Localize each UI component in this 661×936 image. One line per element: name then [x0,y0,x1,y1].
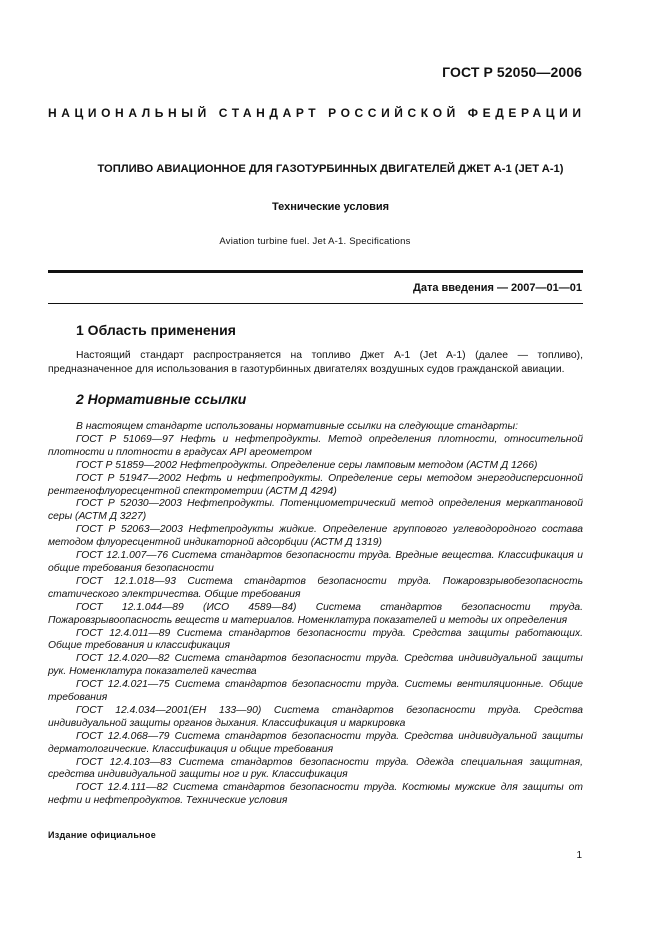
reference-item: ГОСТ 12.4.068—79 Система стандартов безопасности труда. Средства индивидуальной защиты дерматологические. Классификация и общие требования [48,730,583,755]
english-title: Aviation turbine fuel. Jet A-1. Specifications [219,236,411,247]
thin-divider [48,303,583,304]
normative-references [48,421,583,808]
references-intro: В настоящем стандарте использованы нормативные ссылки на следующие стандарты: [76,421,518,432]
reference-item: ГОСТ 12.4.034—2001(ЕН 133—90) Система стандартов безопасности труда. Средства индивидуальной защиты органов дыхания. Классификация и маркировка [48,704,583,729]
reference-item: ГОСТ 12.4.011—89 Система стандартов безопасности труда. Средства защиты работающих. Общие требования и классификация [48,627,583,652]
reference-item: ГОСТ Р 51859—2002 Нефтепродукты. Определение серы ламповым методом (АСТМ Д 1266) [76,459,538,471]
section-1-heading: 1 Область применения [76,322,236,338]
document-subtitle: Технические условия [271,201,390,213]
reference-item: ГОСТ 12.4.021—75 Система стандартов безопасности труда. Системы вентиляционные. Общие требования [48,679,583,704]
section-2-heading: 2 Нормативные ссылки [76,391,247,407]
official-edition-note: Издание официальное [48,830,157,840]
section-1-text: Настоящий стандарт распространяется на топливо Джет А-1 (Jet A-1) (далее — топливо), предназначенное для использования в газотурбинных двигателях воздушных судов гражданской авиации. [48,350,583,375]
reference-item: ГОСТ 12.4.103—83 Система стандартов безопасности труда. Одежда специальная защитная, средства индивидуальной защиты ног и рук. Классификация [48,756,583,781]
reference-item: ГОСТ Р 51947—2002 Нефть и нефтепродукты. Определение серы методом энергодисперсионной рентгенофлуоресцентной спектрометрии (АСТМ Д 4294) [48,472,583,497]
document-title: ТОПЛИВО АВИАЦИОННОЕ ДЛЯ ГАЗОТУРБИННЫХ ДВИГАТЕЛЕЙ ДЖЕТ А-1 (JET A-1) [97,163,564,175]
reference-item: ГОСТ 12.1.018—93 Система стандартов безопасности труда. Пожаровзрывобезопасность статического электричества. Общие требования [48,575,583,600]
page-number: 1 [576,850,582,861]
reference-item: ГОСТ 12.4.020—82 Система стандартов безопасности труда. Средства индивидуальной защиты рук. Номенклатура показателей качества [48,653,583,678]
reference-item: ГОСТ Р 52030—2003 Нефтепродукты. Потенциометрический метод определения меркаптановой серы (АСТМ Д 3227) [48,498,583,523]
document-code: ГОСТ Р 52050—2006 [442,64,582,80]
reference-item: ГОСТ 12.1.044—89 (ИСО 4589—84) Система стандартов безопасности труда. Пожаровзрывоопасность веществ и материалов. Номенклатура показателей и методы их определения [48,601,583,626]
thick-divider [48,270,583,273]
reference-item: ГОСТ Р 51069—97 Нефть и нефтепродукты. Метод определения плотности, относительной плотности и плотности в градусах API ареометром [48,433,583,458]
reference-item: ГОСТ 12.1.007—76 Система стандартов безопасности труда. Вредные вещества. Классификация и общие требования безопасности [48,550,583,574]
reference-item: ГОСТ Р 52063—2003 Нефтепродукты жидкие. Определение группового углеводородного состава методом флуоресцентной индикаторной адсорбции (АСТМ Д 1319) [48,524,583,549]
introduction-date: Дата введения — 2007—01—01 [413,282,582,294]
national-standard-banner: НАЦИОНАЛЬНЫЙ СТАНДАРТ РОССИЙСКОЙ ФЕДЕРАЦИИ [48,106,586,120]
reference-item: ГОСТ 12.4.111—82 Система стандартов безопасности труда. Костюмы мужские для защиты от нефти и нефтепродуктов. Технические условия [48,782,583,807]
